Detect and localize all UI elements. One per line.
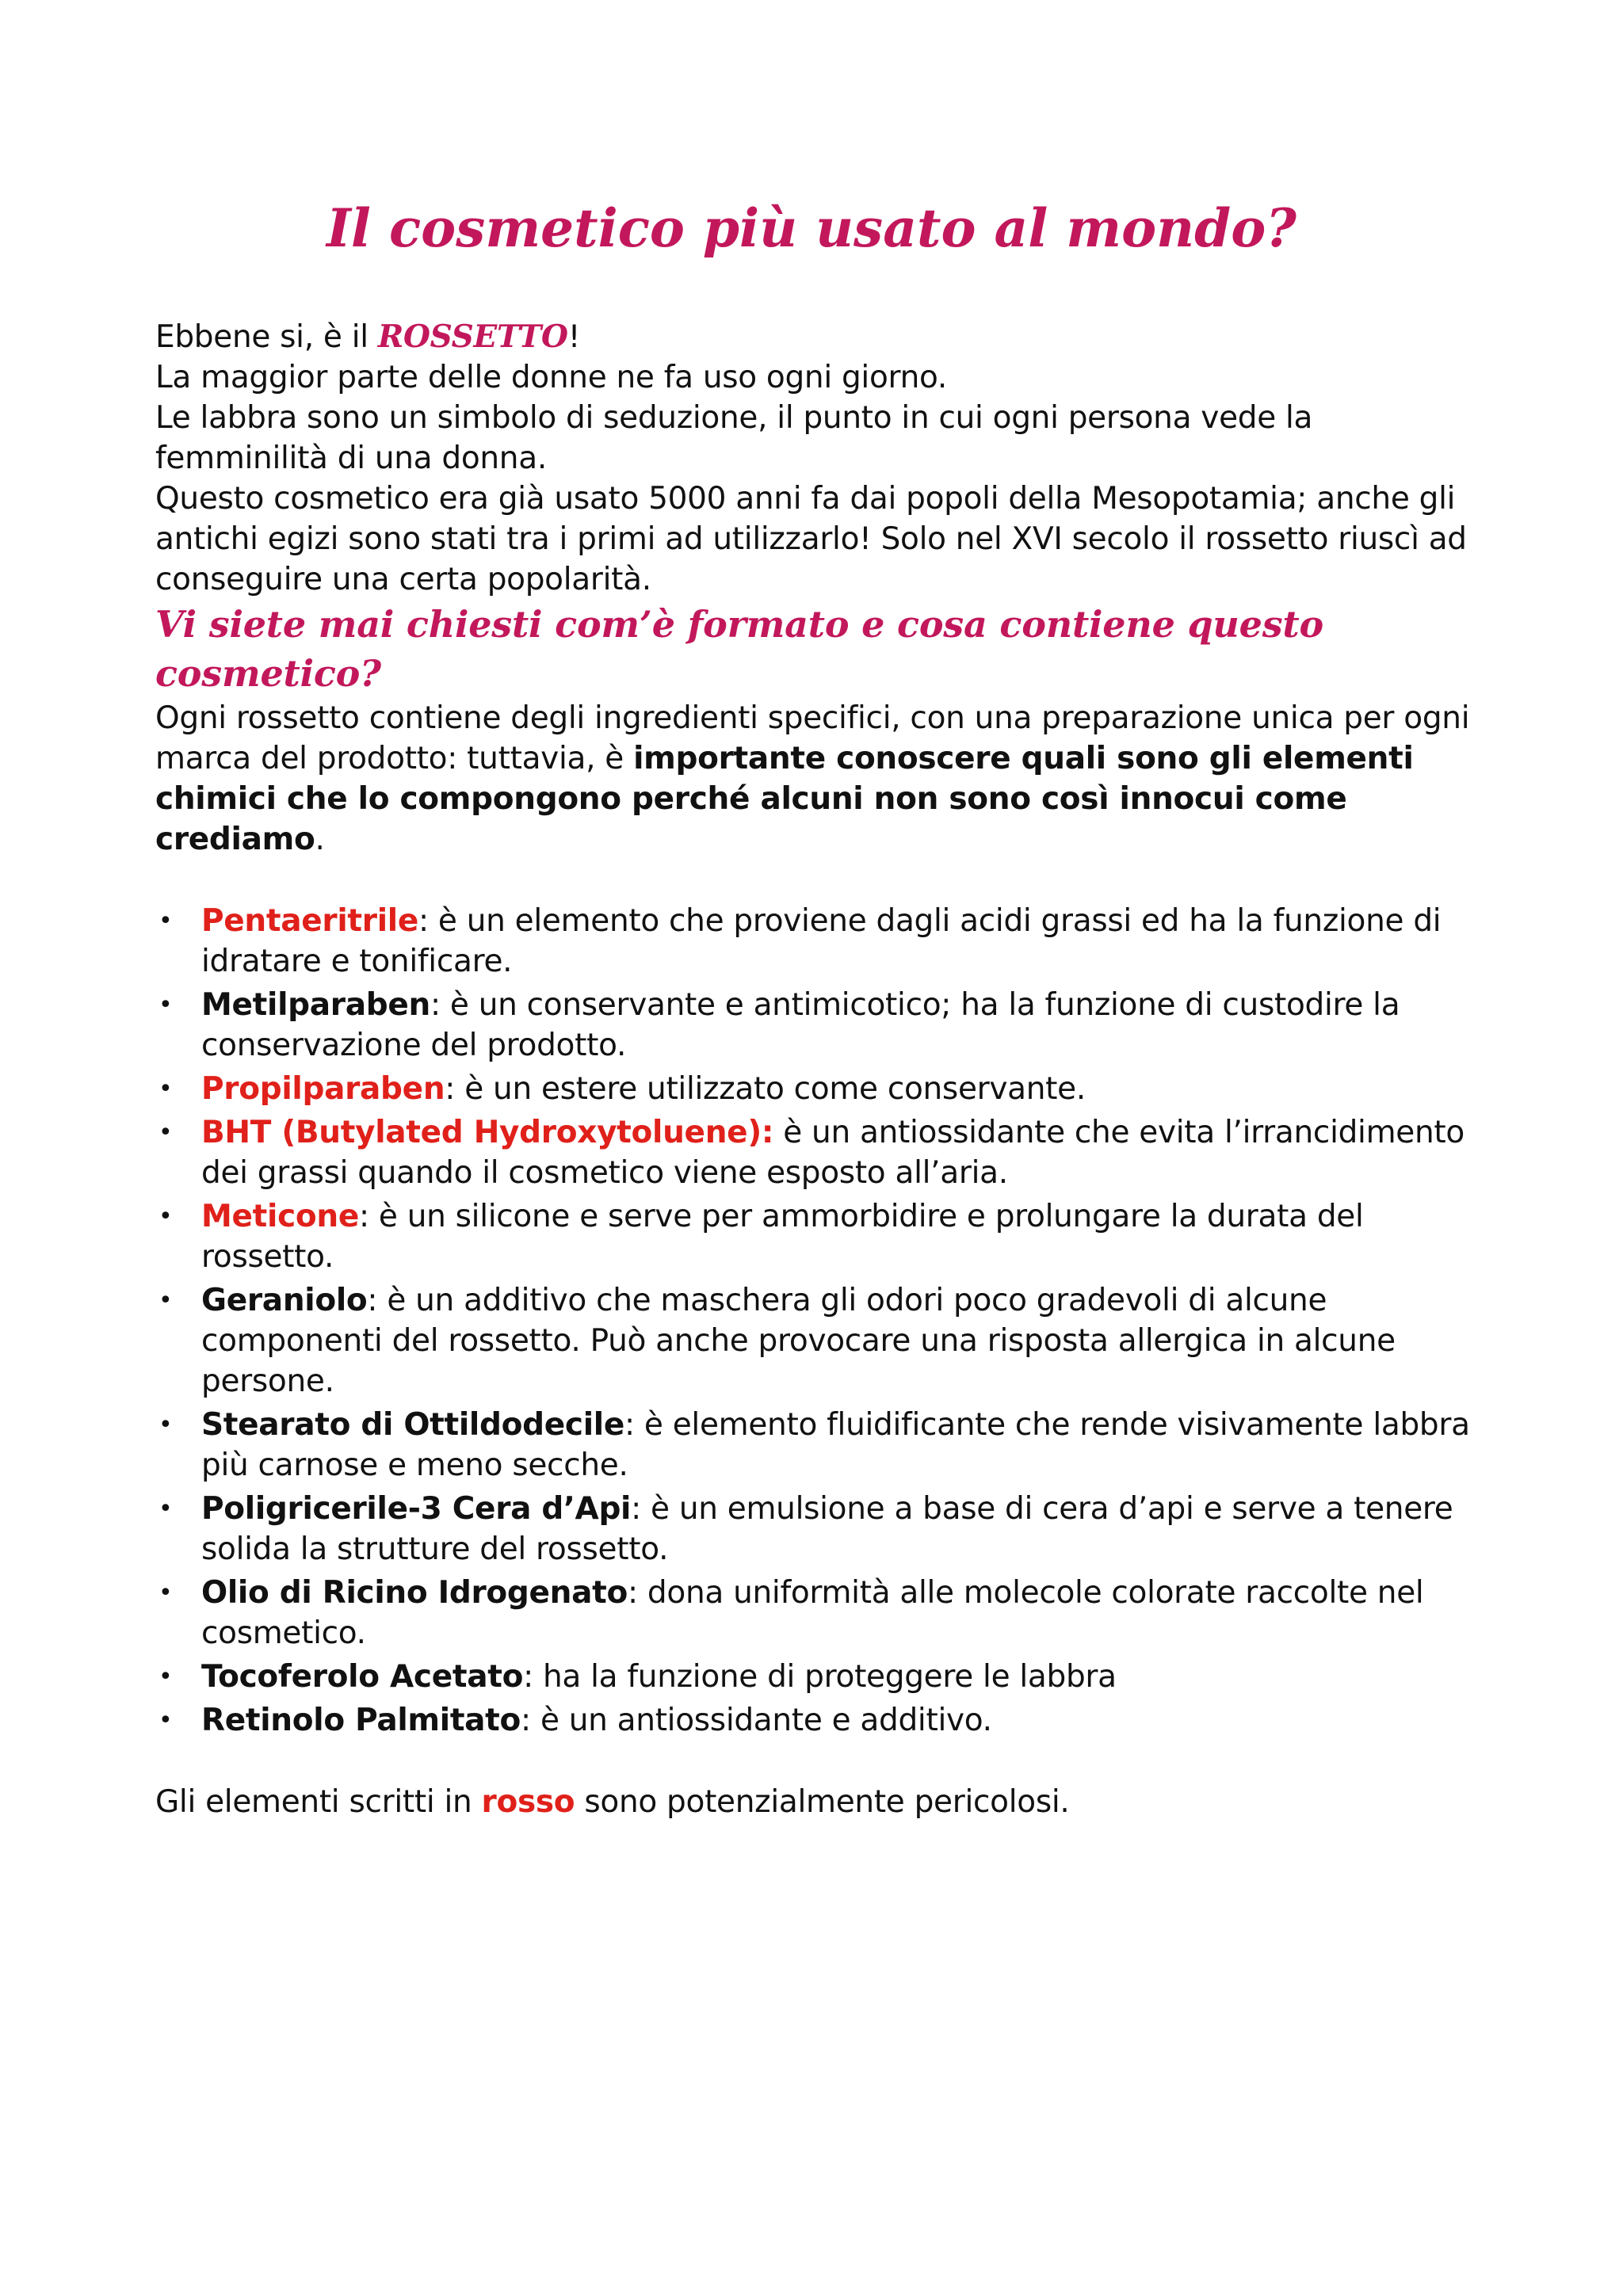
bullet-icon: • xyxy=(158,1287,173,1314)
intro-line-4: Questo cosmetico era già usato 5000 anni fa dai popoli della Mesopotamia; anche gli antichi egizi sono stati tra i primi ad utilizzarlo! Solo nel XVI secolo il rossetto riuscì ad conseguire una certa popolarità. xyxy=(155,481,1467,597)
ingredient-name: BHT (Butylated Hydroxytoluene): xyxy=(201,1115,774,1150)
ingredient-name: Stearato di Ottildodecile xyxy=(201,1407,624,1443)
bullet-icon: • xyxy=(158,1119,173,1146)
list-item xyxy=(155,1657,1487,1697)
list-item xyxy=(155,1280,1487,1402)
note-prefix: Gli elementi scritti in xyxy=(155,1784,482,1820)
intro-line-1-suffix: ! xyxy=(567,319,581,355)
bullet-icon: • xyxy=(158,991,173,1019)
ingredient-description: : ha la funzione di proteggere le labbra xyxy=(523,1659,1117,1695)
section-subtitle: Vi siete mai chiesti com’è formato e cosa contiene questo cosmetico? xyxy=(155,603,1323,695)
intro-line-2: La maggior parte delle donne ne fa uso ogni giorno. xyxy=(155,360,947,395)
paragraph-bold: importante conoscere quali sono gli elementi chimici che lo compongono perché alcuni non sono così innocui come crediamo xyxy=(155,741,1414,857)
bullet-icon: • xyxy=(158,907,173,935)
danger-note xyxy=(155,1782,1487,1822)
rossetto-highlight: ROSSETTO xyxy=(377,318,568,355)
ingredient-description: : è elemento fluidificante che rende visivamente labbra più carnose e meno secche. xyxy=(201,1407,1470,1483)
section-paragraph xyxy=(155,698,1487,860)
ingredient-name: Geraniolo xyxy=(201,1283,368,1318)
ingredient-description: : è un estere utilizzato come conservante. xyxy=(445,1071,1086,1107)
list-item xyxy=(155,1573,1487,1653)
ingredient-name: Retinolo Palmitato xyxy=(201,1703,521,1738)
list-item xyxy=(155,901,1487,982)
ingredient-description: è un antiossidante che evita l’irrancidimento dei grassi quando il cosmetico viene esposto all’aria. xyxy=(201,1115,1465,1191)
note-suffix: sono potenzialmente pericolosi. xyxy=(575,1784,1070,1820)
document-body xyxy=(155,317,1487,1822)
list-item xyxy=(155,1069,1487,1109)
paragraph-normal: Ogni rossetto contiene degli ingredienti specifici, con una preparazione unica per ogni marca del prodotto: tuttavia, è xyxy=(155,700,1470,776)
ingredient-description: : è un silicone e serve per ammorbidire e prolungare la durata del rossetto. xyxy=(201,1199,1364,1275)
ingredient-description: : è un additivo che maschera gli odori poco gradevoli di alcune componenti del rossetto. Può anche provocare una risposta allergica in alcune persone. xyxy=(201,1283,1396,1399)
ingredient-name: Metilparaben xyxy=(201,987,430,1023)
paragraph-end: . xyxy=(315,822,325,857)
list-item xyxy=(155,1196,1487,1277)
ingredient-name: Poligricerile-3 Cera d’Api xyxy=(201,1491,632,1527)
list-item xyxy=(155,1489,1487,1569)
intro-line-1 xyxy=(155,317,1487,357)
bullet-icon: • xyxy=(158,1495,173,1523)
note-highlight: rosso xyxy=(481,1784,575,1820)
bullet-icon: • xyxy=(158,1663,173,1691)
ingredient-name: Pentaeritrile xyxy=(201,903,418,939)
list-item xyxy=(155,1405,1487,1486)
ingredient-description: : è un emulsione a base di cera d’api e serve a tenere solida la strutture del rossetto. xyxy=(201,1491,1453,1567)
ingredient-description: : è un elemento che proviene dagli acidi grassi ed ha la funzione di idratare e tonificare. xyxy=(201,903,1442,979)
ingredients-list xyxy=(155,901,1487,1741)
page-title: Il cosmetico più usato al mondo? xyxy=(327,197,1296,259)
bullet-icon: • xyxy=(158,1411,173,1439)
list-item xyxy=(155,1700,1487,1741)
ingredient-name: Tocoferolo Acetato xyxy=(201,1659,524,1695)
ingredient-description: : è un conservante e antimicotico; ha la funzione di custodire la conservazione del prodotto. xyxy=(201,987,1400,1063)
list-item xyxy=(155,985,1487,1066)
bullet-icon: • xyxy=(158,1203,173,1230)
bullet-icon: • xyxy=(158,1075,173,1103)
intro-line-3: Le labbra sono un simbolo di seduzione, il punto in cui ogni persona vede la femminilità di una donna. xyxy=(155,400,1313,476)
bullet-icon: • xyxy=(158,1579,173,1607)
ingredient-description: : è un antiossidante e additivo. xyxy=(521,1703,992,1738)
ingredient-description: : dona uniformità alle molecole colorate raccolte nel cosmetico. xyxy=(201,1575,1424,1651)
ingredient-name: Meticone xyxy=(201,1199,359,1234)
list-item xyxy=(155,1112,1487,1193)
ingredient-name: Propilparaben xyxy=(201,1071,445,1107)
bullet-icon: • xyxy=(158,1707,173,1734)
ingredient-name: Olio di Ricino Idrogenato xyxy=(201,1575,628,1611)
intro-line-1-prefix: Ebbene si, è il xyxy=(155,319,378,355)
